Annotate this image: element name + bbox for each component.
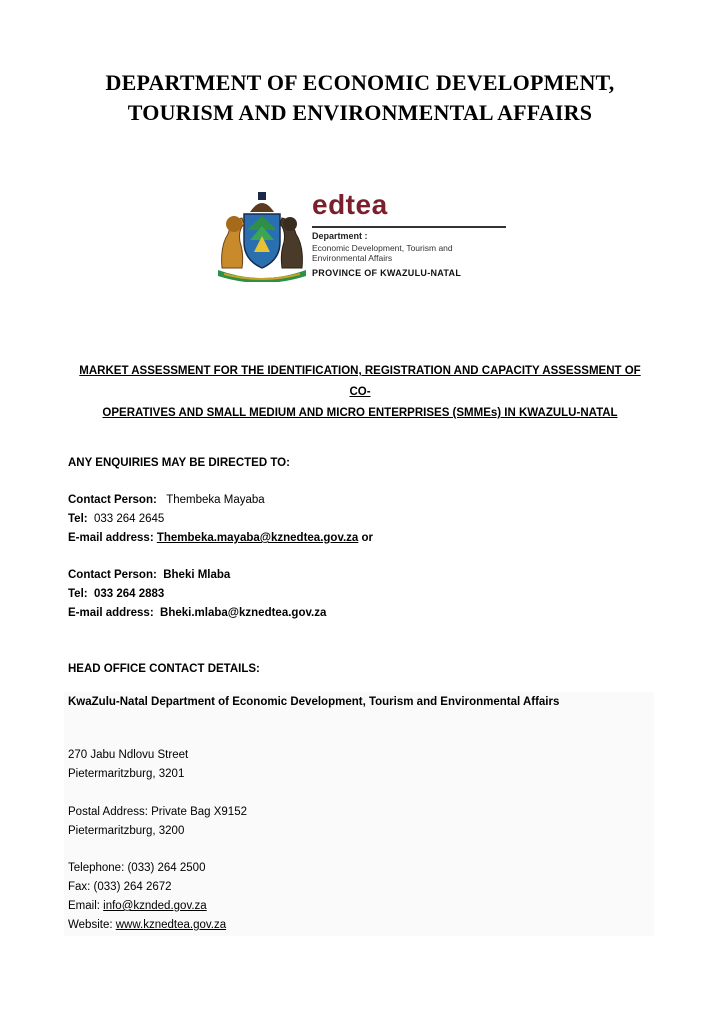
head-office-postal-address: Postal Address: Private Bag X9152	[68, 806, 247, 818]
contact-2-person: Bheki Mlaba	[163, 569, 231, 581]
document-subtitle	[74, 361, 646, 424]
contact-1-email-label: E-mail address:	[68, 532, 154, 544]
contact-2-tel-row	[68, 585, 326, 604]
logo-department-name	[312, 243, 502, 263]
contact-2-person-row	[68, 566, 326, 585]
head-office-heading: HEAD OFFICE CONTACT DETAILS:	[68, 663, 260, 675]
page-title-line-2: TOURISM AND ENVIRONMENTAL AFFAIRS	[127, 100, 593, 125]
logo-department-name-line-1: Economic Development, Tourism and	[312, 243, 453, 253]
brand-name: edtea	[312, 189, 388, 220]
kzn-coat-of-arms-icon	[214, 190, 310, 282]
page-title-line-1: DEPARTMENT OF ECONOMIC DEVELOPMENT,	[105, 70, 615, 95]
contact-2	[68, 566, 326, 623]
contact-1-or: or	[361, 532, 374, 544]
head-office-street: 270 Jabu Ndlovu Street	[68, 749, 189, 761]
contact-1-person: Thembeka Mayaba	[166, 494, 265, 506]
contact-2-email: Bheki.mlaba@kznedtea.gov.za	[160, 607, 327, 619]
contact-1-tel-label: Tel:	[68, 513, 88, 525]
head-office-email-row	[68, 897, 226, 916]
enquiries-heading: ANY ENQUIRIES MAY BE DIRECTED TO:	[68, 457, 290, 469]
brand-divider	[312, 226, 506, 228]
head-office-telephone: Telephone: (033) 264 2500	[68, 862, 206, 874]
document-subtitle-line-2: OPERATIVES AND SMALL MEDIUM AND MICRO ENTERPRISES (SMMEs) IN KWAZULU-NATAL	[102, 407, 618, 419]
contact-2-tel-label: Tel:	[68, 588, 88, 600]
head-office-website-link[interactable]: www.kznedtea.gov.za	[115, 919, 227, 931]
contact-2-email-row	[68, 604, 326, 623]
contact-2-email-label: E-mail address:	[68, 607, 154, 619]
head-office-city-2: Pietermaritzburg, 3200	[68, 825, 185, 837]
head-office-website-label: Website:	[68, 919, 113, 931]
head-office-city-1: Pietermaritzburg, 3201	[68, 768, 185, 780]
contact-2-tel: 033 264 2883	[93, 588, 165, 600]
document-subtitle-line-1: MARKET ASSESSMENT FOR THE IDENTIFICATION, REGISTRATION AND CAPACITY ASSESSMENT OF CO-	[79, 365, 641, 398]
contact-1	[68, 491, 373, 548]
head-office-org: KwaZulu-Natal Department of Economic Development, Tourism and Environmental Affairs	[68, 696, 560, 708]
department-logo	[214, 186, 510, 286]
head-office-fax: Fax: (033) 264 2672	[68, 881, 172, 893]
page-title	[40, 68, 680, 128]
head-office-address	[68, 746, 188, 784]
head-office-email-label: Email:	[68, 900, 100, 912]
contact-1-person-row	[68, 491, 373, 510]
head-office-contacts	[68, 859, 226, 935]
head-office-email-link[interactable]: info@kznded.gov.za	[103, 900, 207, 912]
logo-department-name-line-2: Environmental Affairs	[312, 253, 393, 263]
logo-department-label: Department :	[312, 231, 368, 241]
head-office-website-row	[68, 916, 226, 935]
logo-province: PROVINCE OF KWAZULU-NATAL	[312, 268, 462, 278]
contact-2-person-label: Contact Person:	[68, 569, 157, 581]
contact-1-person-label: Contact Person:	[68, 494, 157, 506]
contact-1-email-row	[68, 529, 373, 548]
contact-1-email-link[interactable]: Thembeka.mayaba@kznedtea.gov.za	[156, 532, 359, 544]
head-office-postal	[68, 803, 247, 841]
contact-1-tel: 033 264 2645	[93, 513, 165, 525]
contact-1-tel-row	[68, 510, 373, 529]
